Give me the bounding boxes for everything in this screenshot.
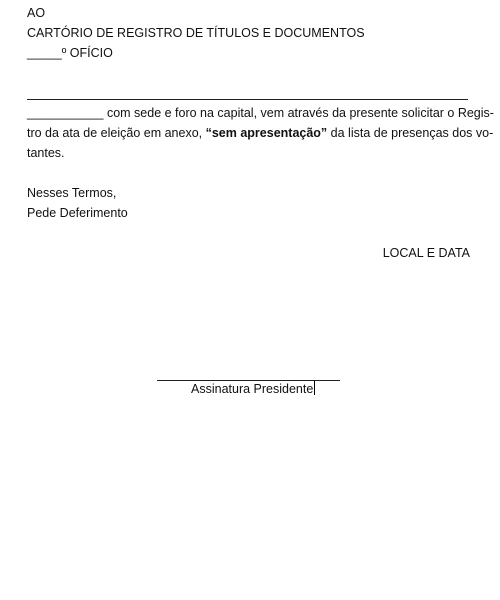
- body-line-2-start: tro da ata de eleição em anexo,: [27, 126, 206, 140]
- closing-request: Pede Deferimento: [27, 206, 128, 220]
- body-line-2: [27, 126, 494, 141]
- text-cursor: [314, 381, 315, 395]
- closing-terms: Nesses Termos,: [27, 186, 117, 200]
- top-divider: [27, 99, 468, 100]
- body-line-1: [27, 106, 494, 121]
- office-suffix: º OFÍCIO: [61, 46, 113, 60]
- office-number-blank: _____: [27, 46, 62, 60]
- office-line: [27, 46, 113, 61]
- body-line-1-text: com sede e foro na capital, vem através da presente solicitar o Regis-: [103, 106, 494, 120]
- requester-name-blank: ___________: [27, 106, 104, 120]
- recipient-line: AO: [27, 6, 46, 20]
- signature-label-wrap[interactable]: [191, 381, 315, 397]
- signature-label: Assinatura Presidente: [191, 382, 314, 396]
- place-and-date: LOCAL E DATA: [382, 246, 470, 260]
- emphasis-text: “sem apresentação”: [205, 126, 328, 140]
- registry-name: CARTÓRIO DE REGISTRO DE TÍTULOS E DOCUMENTOS: [27, 26, 365, 40]
- body-line-3: tantes.: [27, 146, 65, 160]
- body-line-2-end: da lista de presenças dos vo-: [327, 126, 494, 140]
